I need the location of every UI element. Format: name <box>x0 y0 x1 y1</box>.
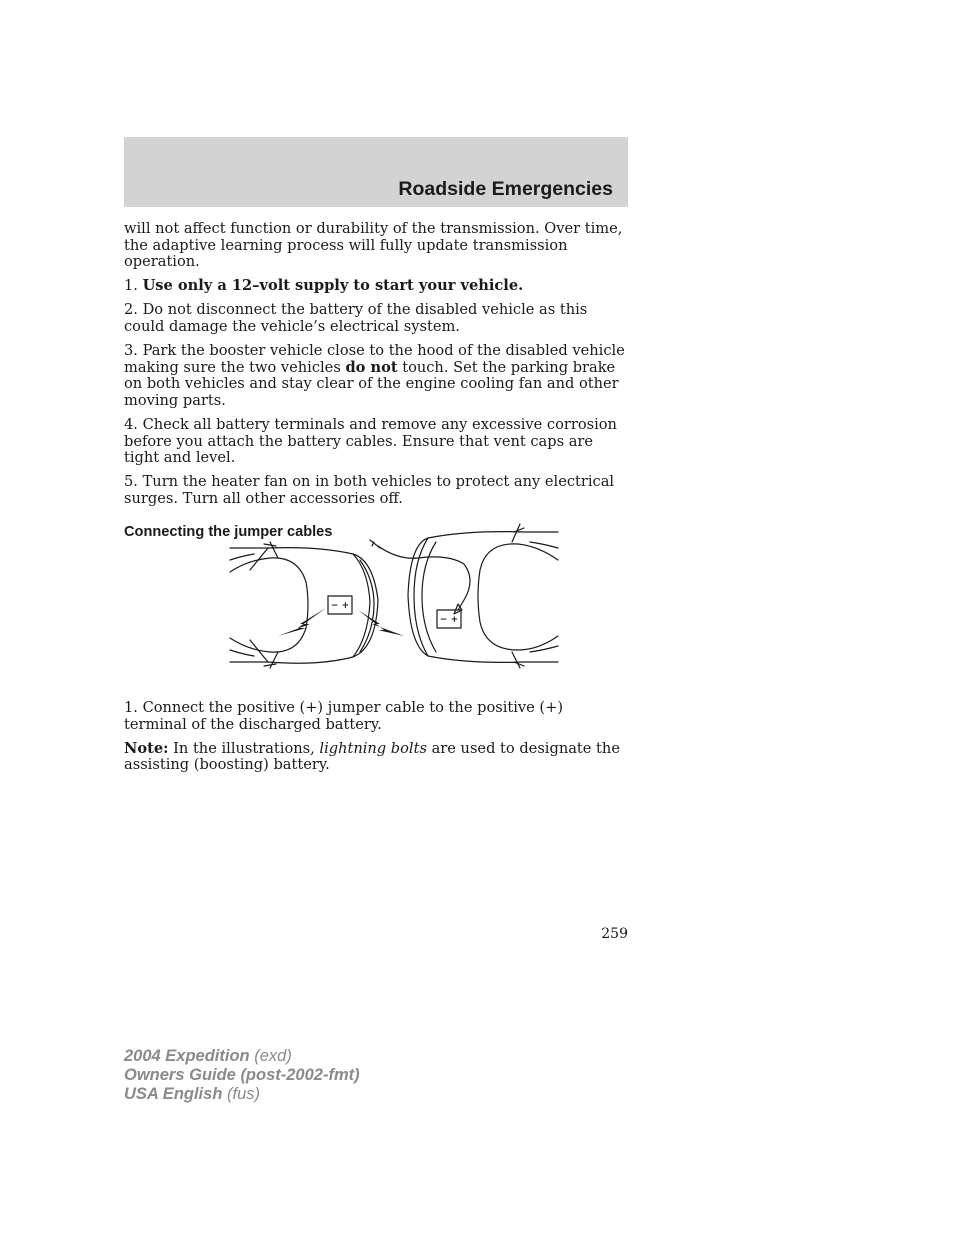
lightning-bolt-left-icon <box>278 608 326 636</box>
footer-model-code: (exd) <box>249 1047 292 1065</box>
footer-language-code: (fus) <box>222 1085 260 1103</box>
jumper-cable <box>378 546 470 610</box>
section-heading: Connecting the jumper cables <box>124 524 333 541</box>
battery-right-terminals: − + <box>439 615 459 625</box>
note-paragraph <box>124 741 628 774</box>
note-label: Note: <box>124 739 169 757</box>
step-3 <box>124 343 628 409</box>
step-3-post: touch. Set the parking brake on both vehicles and stay clear of the engine cooling fan and other moving parts. <box>124 358 619 409</box>
step-1-number: 1. <box>124 277 143 295</box>
page-number: 259 <box>601 926 628 942</box>
battery-left-terminals: − + <box>330 601 350 611</box>
footer-language: USA English <box>124 1085 223 1103</box>
jumper-cable-illustration <box>228 520 562 690</box>
intro-paragraph: will not affect function or durability of the transmission. Over time, the adaptive learning process will fully update transmission operation. <box>124 220 623 271</box>
document-footer <box>124 1047 360 1104</box>
section-header-band <box>124 137 628 207</box>
note-italic: lightning bolts <box>319 739 427 757</box>
main-content <box>124 221 628 541</box>
step-3-pre: 3. Park the booster vehicle close to the hood of the disabled vehicle making sure the two vehicles <box>124 342 625 376</box>
step-3-emphasis: do not <box>345 358 398 376</box>
footer-line-3 <box>124 1085 360 1104</box>
step-2: 2. Do not disconnect the battery of the disabled vehicle as this could damage the vehicle’s electrical system. <box>124 301 588 335</box>
page-title: Roadside Emergencies <box>398 178 613 200</box>
note-pre: In the illustrations, <box>168 739 320 757</box>
step-1 <box>124 278 628 295</box>
note-post: are used to designate the assisting (boosting) battery. <box>124 739 620 774</box>
footer-line-2: Owners Guide (post-2002-fmt) <box>124 1066 360 1084</box>
connect-step-1: 1. Connect the positive (+) jumper cable to the positive (+) terminal of the discharged battery. <box>124 699 564 733</box>
lower-content <box>124 700 628 781</box>
footer-model: 2004 Expedition <box>124 1047 250 1065</box>
step-5: 5. Turn the heater fan on in both vehicles to protect any electrical surges. Turn all other accessories off. <box>124 473 615 507</box>
step-4: 4. Check all battery terminals and remove any excessive corrosion before you attach the battery cables. Ensure that vent caps are tight and level. <box>124 415 617 467</box>
step-1-text: Use only a 12–volt supply to start your vehicle. <box>142 277 524 295</box>
cable-clamp-icon <box>370 540 380 548</box>
footer-line-1 <box>124 1047 360 1066</box>
disabled-vehicle-outline <box>230 542 378 668</box>
booster-vehicle-outline <box>408 524 558 668</box>
